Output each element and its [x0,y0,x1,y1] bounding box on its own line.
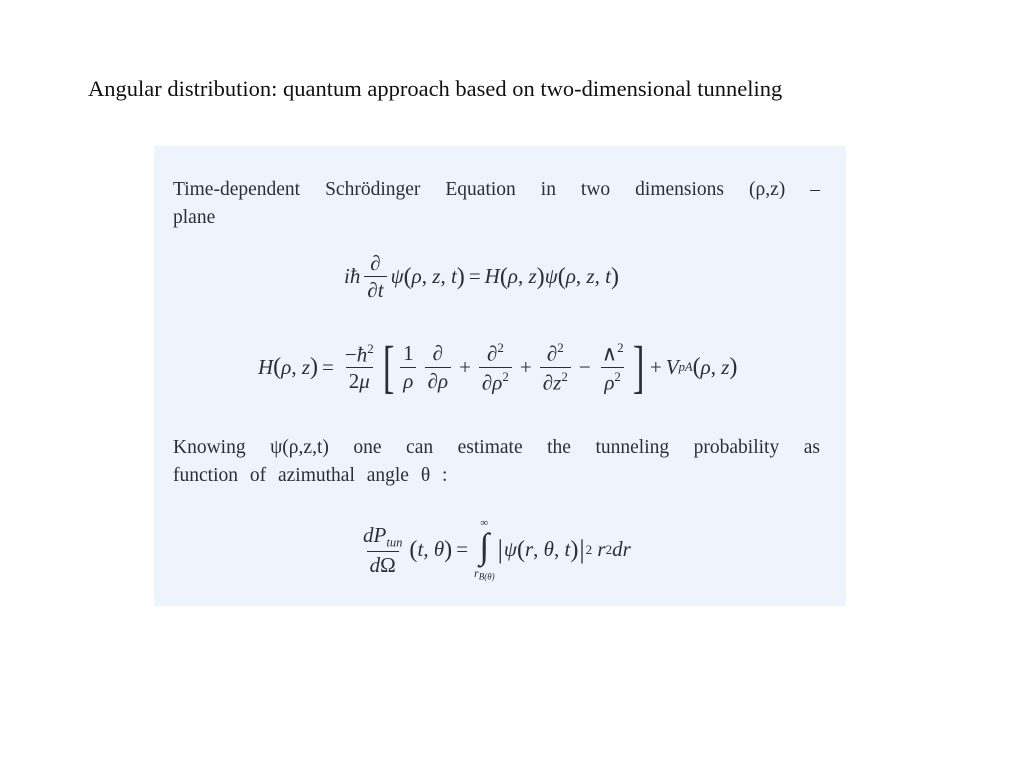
probability-equation: $\frac{dP_{tun}}{d\Omega}$ ( t , θ ) = ∞ ∫ $r_{B(\theta)}$ | ψ ( r , θ , t ) | 2 r 2 dr [363,517,631,582]
knowing-line-1: Knowing ψ(ρ,z,t) one can estimate the tunneling probability as [173,437,820,458]
intro-paragraph [173,176,820,231]
hamiltonian-equation: H ( ρ , z ) = $\frac{-ħ^2}{2\mu}$ [ $\frac{1}{\rho}$ $\frac{\partial}{\partial\rho}$ + $\frac{\partial^2}{\partial\rho^2}$ + $\frac{\partial^2}{\partial z^2}$ − $\frac{\wedge^2}{\rho^2}$ ] + V pA ( ρ , z ) [258,334,738,399]
intro-line-2: plane [173,206,216,228]
knowing-line-2: function of azimuthal angle θ : [173,464,448,486]
integral-sign: ∞ ∫ $r_{B(\theta)}$ [474,517,495,582]
knowing-paragraph [173,434,820,489]
intro-line-1: Time-dependent Schrödinger Equation in two dimensions (ρ,z) – [173,179,820,200]
scanned-equation-panel [154,146,846,606]
tdse-equation: i ħ $\frac{\partial}{\partial t}$ ψ ( ρ , z , t ) = H ( ρ , z ) ψ ( ρ , z , t ) [344,251,619,303]
slide-title: Angular distribution: quantum approach based on two-dimensional tunneling [88,76,783,101]
